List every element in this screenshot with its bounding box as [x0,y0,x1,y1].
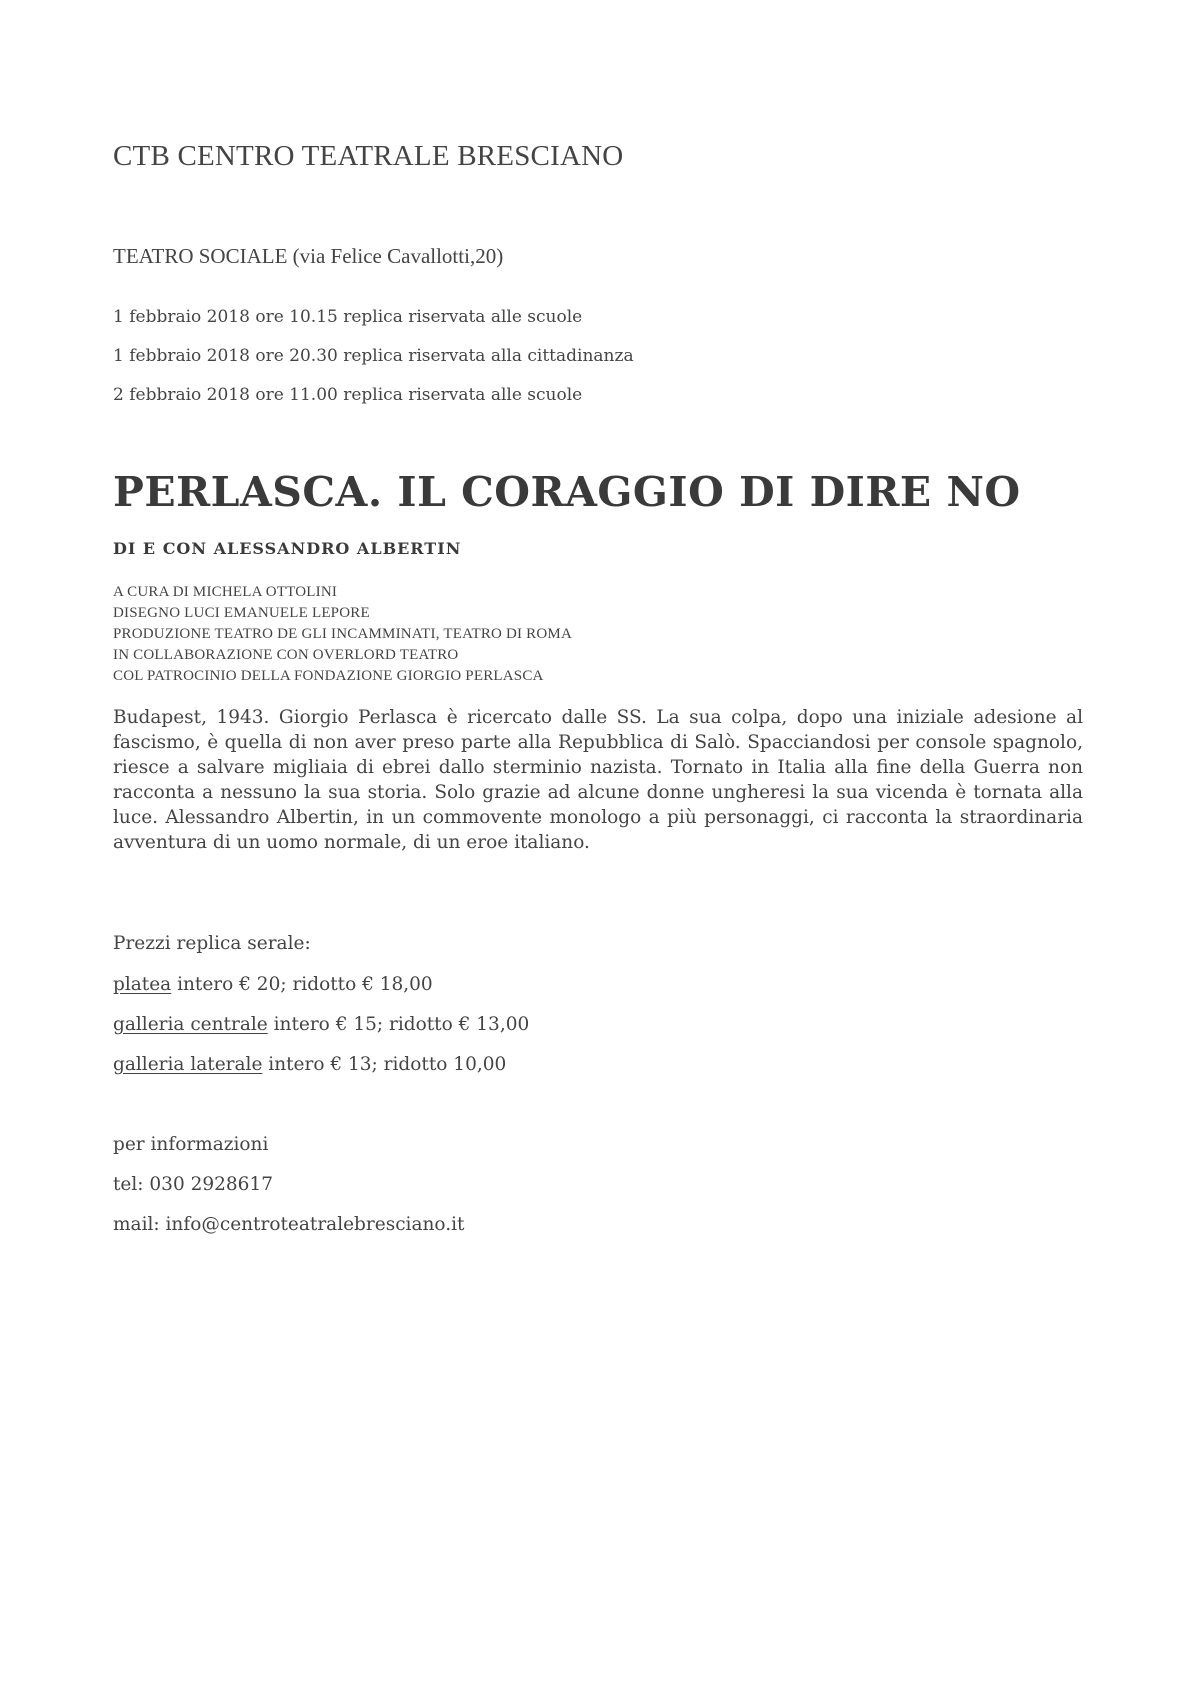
performance-date: 1 febbraio 2018 ore 20.30 replica riservata alla cittadinanza [113,346,634,366]
author-line: DI E CON ALESSANDRO ALBERTIN [113,539,462,558]
performance-dates-list [113,307,634,424]
seating-area-platea: platea [113,974,172,995]
credit-line: COL PATROCINIO DELLA FONDAZIONE GIORGIO PERLASCA [113,668,544,684]
seating-area-galleria-laterale: galleria laterale [113,1054,263,1075]
credit-line: DISEGNO LUCI EMANUELE LEPORE [113,605,370,621]
performance-date: 2 febbraio 2018 ore 11.00 replica riservata alle scuole [113,385,583,405]
credit-line: PRODUZIONE TEATRO DE GLI INCAMMINATI, TEATRO DI ROMA [113,626,572,642]
price-details: intero € 20; ridotto € 18,00 [171,974,433,995]
synopsis-paragraph: Budapest, 1943. Giorgio Perlasca è ricercato dalle SS. La sua colpa, dopo una iniziale adesione al fascismo, è quella di non aver preso parte alla Repubblica di Salò. Spacciandosi per console spagnolo, riesce a salvare migliaia di ebrei dallo sterminio nazista. Tornato in Italia alla fine della Guerra non racconta a nessuno la sua storia. Solo grazie ad alcune donne ungheresi la sua vicenda è tornata alla luce. Alessandro Albertin, in un commovente monologo a più personaggi, ci racconta la straordinaria avventura di un uomo normale, di un eroe italiano. [113,707,1083,853]
price-details: intero € 15; ridotto € 13,00 [267,1014,530,1035]
show-title: PERLASCA. IL CORAGGIO DI DIRE NO [113,468,1021,516]
price-item [113,1013,529,1037]
credit-line: IN COLLABORAZIONE CON OVERLORD TEATRO [113,647,459,663]
prices-list [113,973,529,1093]
credit-line: A CURA DI MICHELA OTTOLINI [113,584,338,600]
contact-email: mail: info@centroteatralebresciano.it [113,1214,465,1235]
contact-heading: per informazioni [113,1134,269,1155]
performance-date: 1 febbraio 2018 ore 10.15 replica riservata alle scuole [113,307,583,327]
price-item [113,1053,529,1077]
venue-line: TEATRO SOCIALE (via Felice Cavallotti,20) [113,244,504,268]
contact-phone: tel: 030 2928617 [113,1174,273,1195]
contact-info [113,1133,464,1253]
prices-heading: Prezzi replica serale: [113,933,311,954]
price-details: intero € 13; ridotto 10,00 [262,1054,507,1075]
organization-title: CTB CENTRO TEATRALE BRESCIANO [113,140,624,172]
credits-list [113,582,572,687]
price-item [113,973,529,997]
seating-area-galleria-centrale: galleria centrale [113,1014,268,1035]
